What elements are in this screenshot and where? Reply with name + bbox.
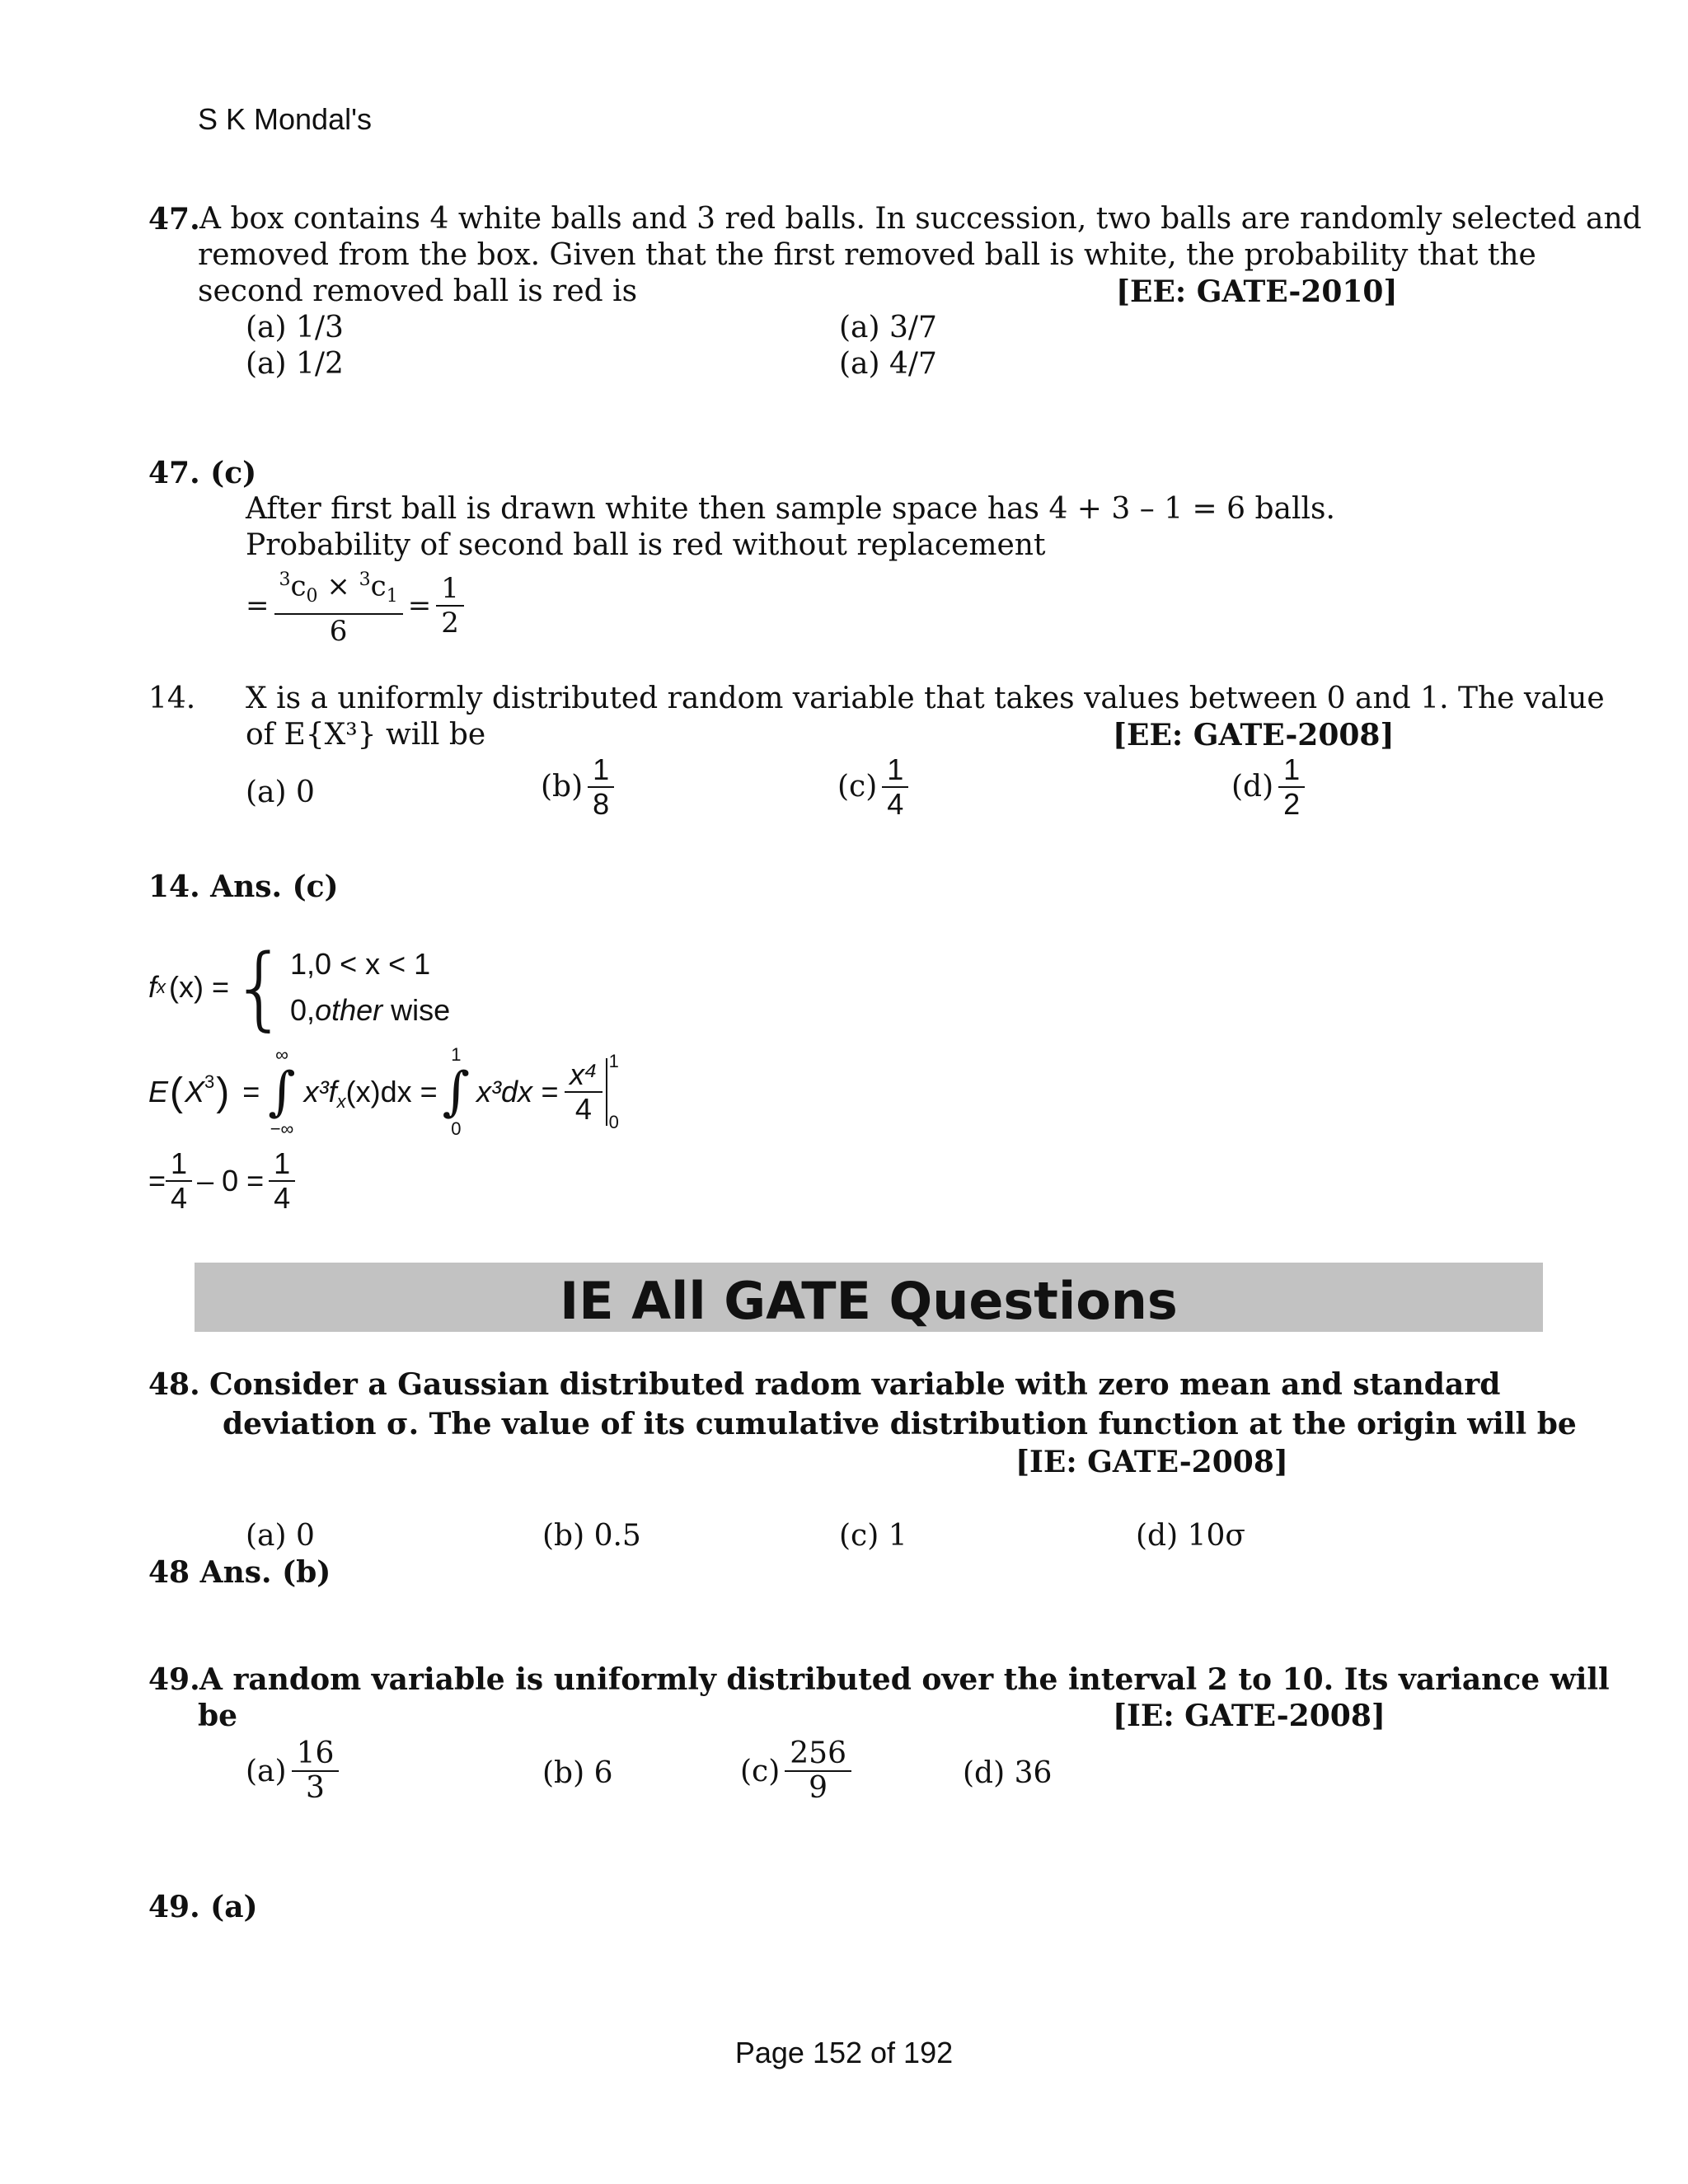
q14-option-a: (a) 0 <box>246 776 315 809</box>
q48-line2: deviation σ. The value of its cumulative distribution function at the origin will be <box>223 1407 1577 1441</box>
q14-opt-c-label: (c) <box>837 770 878 804</box>
q14-opt-b-label: (b) <box>541 770 584 804</box>
a14-E-arg: X <box>185 1075 205 1108</box>
q47-option-1: (a) 1/3 <box>246 311 344 344</box>
a14-eval-limits <box>609 1051 619 1133</box>
q14-opt-d-den: 2 <box>1283 787 1301 821</box>
q14-source: [EE: GATE-2008] <box>1113 718 1395 752</box>
q14-opt-d-frac <box>1278 753 1305 821</box>
a14-case2-c: wise <box>382 993 451 1027</box>
a14-E: E <box>148 1075 169 1108</box>
a47-sub0: 0 <box>306 586 318 607</box>
q14-line2: of E{X³} will be <box>246 718 486 752</box>
q49-opt-a-label: (a) <box>246 1754 287 1788</box>
q49-option-a <box>246 1737 339 1805</box>
a14-integrand1-sub: x <box>336 1091 346 1112</box>
a47-times: × <box>326 569 350 603</box>
q49-option-c <box>740 1737 851 1805</box>
a14-case1: 1,0 < x < 1 <box>290 947 431 981</box>
a14-eval-upper: 1 <box>608 1051 619 1071</box>
a47-fraction <box>274 564 403 648</box>
q47-source: [EE: GATE-2010] <box>1116 274 1398 309</box>
q14-opt-b-den: 8 <box>593 787 610 821</box>
q49-line2: be <box>198 1699 238 1733</box>
a14-final-frac1 <box>166 1147 192 1215</box>
q14-option-d <box>1231 753 1305 821</box>
a14-pdf-definition <box>148 935 451 1040</box>
q14-option-c <box>837 753 908 821</box>
a47-eq: = <box>246 589 270 623</box>
a14-integral2 <box>443 1044 470 1140</box>
a47-result <box>436 572 464 640</box>
q49-answer: 49. (a) <box>148 1890 258 1924</box>
q14-opt-c-den: 4 <box>887 787 904 821</box>
q49-opt-c-num: 256 <box>785 1737 851 1772</box>
q49-opt-a-frac <box>292 1737 340 1805</box>
a14-final-den1: 4 <box>171 1181 188 1215</box>
a47-res-num: 1 <box>436 572 464 607</box>
page-footer: Page 152 of 192 <box>734 2036 954 2069</box>
a14-final-num1: 1 <box>166 1147 192 1182</box>
a14-res-den: 4 <box>574 1092 592 1126</box>
q47-line2: removed from the box. Given that the first removed ball is white, the probability that the <box>198 238 1536 272</box>
a14-integral1 <box>268 1044 295 1140</box>
q48-option-d: (d) 10σ <box>1136 1519 1245 1553</box>
q49-option-d: (d) 36 <box>963 1756 1053 1790</box>
a14-integrand1-tail: (x)dx = <box>345 1075 438 1108</box>
a14-int2-upper: 1 <box>451 1044 462 1065</box>
a14-label: 14. Ans. (c) <box>148 869 339 904</box>
q14-number: 14. <box>148 682 196 715</box>
brace-symbol: { <box>231 935 289 1040</box>
q14-line1: X is a uniformly distributed random variable that takes values between 0 and 1. The value <box>246 682 1605 715</box>
a14-eval-lower: 0 <box>608 1112 619 1132</box>
a47-c0: c <box>290 569 307 603</box>
q14-opt-c-frac <box>882 753 908 821</box>
a14-final-den2: 4 <box>274 1181 291 1215</box>
q49-option-b: (b) 6 <box>542 1756 613 1790</box>
a14-final <box>148 1147 295 1215</box>
q49-source: [IE: GATE-2008] <box>1113 1699 1386 1733</box>
q48-source: [IE: GATE-2008] <box>1015 1445 1288 1479</box>
section-banner-title: IE All GATE Questions <box>560 1271 1178 1331</box>
integral-symbol: ∫ <box>268 1062 296 1122</box>
a14-case2-b: other <box>315 993 383 1027</box>
a47-eq2: = <box>407 589 432 623</box>
q49-opt-c-label: (c) <box>740 1754 781 1788</box>
q48-line1: Consider a Gaussian distributed radom variable with zero mean and standard <box>209 1367 1501 1402</box>
q47-line1: A box contains 4 white balls and 3 red balls. In succession, two balls are randomly selected and <box>199 202 1642 236</box>
q47-option-4: (a) 4/7 <box>839 347 937 381</box>
integral-symbol: ∫ <box>442 1062 470 1122</box>
a47-res-den: 2 <box>441 607 459 640</box>
q14-opt-d-label: (d) <box>1231 770 1274 804</box>
a14-int2-lower: 0 <box>451 1118 462 1139</box>
a14-final-num2: 1 <box>269 1147 295 1182</box>
a14-int1-lower: −∞ <box>270 1118 294 1139</box>
q47-line3: second removed ball is red is <box>198 274 638 308</box>
a47-sub1: 1 <box>386 586 398 607</box>
a47-line2: Probability of second ball is red without replacement <box>246 528 1046 562</box>
q47-number: 47. <box>148 202 200 237</box>
a14-res-num: x⁴ <box>565 1058 603 1093</box>
q47-option-2: (a) 3/7 <box>839 311 937 344</box>
q14-opt-b-frac <box>588 753 614 821</box>
a14-case2-a: 0, <box>290 993 316 1027</box>
a47-den: 6 <box>329 615 348 649</box>
a14-final-mid: – 0 = <box>197 1164 265 1197</box>
q49-opt-a-num: 16 <box>292 1737 340 1772</box>
q14-opt-b-num: 1 <box>588 753 614 788</box>
a14-int1-upper: ∞ <box>275 1044 288 1065</box>
a14-expectation: E ( X $^3$ ) = ∞ ∫ −∞ x³f $_x$ (x)dx = 1 ∫ 0 x³dx = $\frac{\text{x⁴}}{4}$ 1 0 <box>148 1044 619 1139</box>
a47-line1: After first ball is drawn white then sample space has 4 + 3 – 1 = 6 balls. <box>246 492 1335 526</box>
q14-opt-c-num: 1 <box>882 753 908 788</box>
section-banner <box>195 1263 1543 1332</box>
a14-cases <box>290 941 450 1033</box>
a14-fx-f: f <box>148 970 157 1004</box>
q48-option-a: (a) 0 <box>246 1519 315 1553</box>
a47-c1: c <box>370 569 387 603</box>
a14-fx-arg: (x) = <box>169 970 230 1004</box>
a14-result-frac <box>565 1058 607 1126</box>
q48-number: 48. <box>148 1367 200 1402</box>
a14-final-eq: = <box>148 1164 166 1197</box>
q49-opt-a-den: 3 <box>306 1771 325 1805</box>
q48-option-c: (c) 1 <box>839 1519 907 1553</box>
q14-opt-d-num: 1 <box>1278 753 1305 788</box>
q49-number: 49. <box>148 1662 200 1697</box>
a47-label: 47. (c) <box>148 456 257 490</box>
a14-E-sup: 3 <box>204 1071 215 1092</box>
a14-integrand1: x³f <box>303 1075 337 1108</box>
q49-line1: A random variable is uniformly distributed over the interval 2 to 10. Its variance will <box>199 1662 1610 1697</box>
a47-equation <box>246 564 464 648</box>
q47-option-3: (a) 1/2 <box>246 347 344 381</box>
a14-fx-sub: x <box>157 977 166 997</box>
a47-sup-a: 3 <box>279 569 291 590</box>
a14-integrand2: x³dx = <box>476 1075 559 1108</box>
a14-case2 <box>290 987 450 1033</box>
q48-option-b: (b) 0.5 <box>542 1519 641 1553</box>
q49-opt-c-frac <box>785 1737 851 1805</box>
a47-sup-b: 3 <box>359 569 371 590</box>
a14-final-frac2 <box>269 1147 295 1215</box>
a14-eq1: = <box>242 1075 260 1108</box>
running-header: S K Mondal's <box>198 102 372 136</box>
q48-answer: 48 Ans. (b) <box>148 1555 331 1590</box>
q14-option-b <box>541 753 614 821</box>
q49-opt-c-den: 9 <box>809 1771 828 1805</box>
